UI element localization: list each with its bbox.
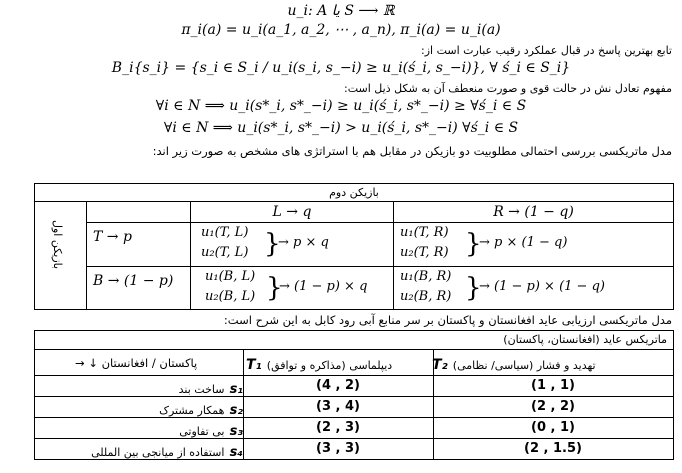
table-row [35, 417, 673, 439]
column-divider [433, 349, 434, 459]
row-header-B: B → (1 − p) [86, 266, 191, 310]
table-row [35, 438, 673, 459]
formula-best-response: B_i{s_i} = {s_i ∈ S_i / u_i(s_i, s_−i) ≥ u_i(ś_i, s_−i)}, ∀ ś_i ∈ S_i} [111, 60, 571, 76]
strategy-matrix-table [34, 183, 674, 310]
cell-TR: u₁(T, R) u₂(T, R) } → p × (1 − q) [393, 222, 674, 267]
player1-label: بازیکن اول [51, 220, 64, 270]
brace: } [465, 229, 482, 259]
strategy-label: s₂ همکار مشترک [159, 403, 243, 418]
matrix-description: مدل ماتریکسی بررسی احتمالی مطلوبیت دو بازیکن در مقابل هم با استراتژی های مشخص به صورت زیر اند: [152, 144, 672, 158]
col-header-L: L → q [190, 201, 394, 223]
strategy-label: s₄ استفاده از میانجی بین المللی [91, 445, 243, 460]
col-header-R: R → (1 − q) [393, 201, 674, 223]
payoff-cell: (4 , 2) [316, 378, 360, 393]
formula-utility-mapping: u_i: A یا S ⟶ ℝ [287, 3, 395, 19]
header-T2: تهدید و فشار (سیاسی/ نظامی) T₂ [432, 357, 596, 373]
cell-BR: u₁(B, R) u₂(B, R) } → (1 − p) × (1 − q) [393, 266, 674, 310]
payoff-cell: (2 , 3) [316, 420, 360, 435]
brace: } [266, 273, 283, 303]
strategy-label: s₁ ساخت بند [178, 382, 243, 397]
cell-TL: u₁(T, L) u₂(T, L) } → p × q [190, 222, 394, 267]
nash-text: مفهوم تعادل نش در حالت قوی و صورت منعطف آن به شکل ذیل است: [344, 82, 672, 95]
payoff-cell: (2 , 1.5) [524, 441, 582, 456]
cell-BL: u₁(B, L) u₂(B, L) } → (1 − p) × q [190, 266, 394, 310]
brace: } [264, 229, 281, 259]
payoff-matrix-description: مدل ماتریکسی ارزیابی عاید افغانستان و پاکستان بر سر منابع آبی رود کابل به این شرح است: [223, 313, 672, 327]
formula-nash-strict: ∀i ∈ N ⟹ u_i(s*_i, s*_−i) > u_i(ś_i, s*_−i) ∀ś_i ∈ S [163, 120, 519, 136]
payoff-cell: (0 , 1) [531, 420, 575, 435]
best-response-text: تابع بهترین پاسخ در قبال عملکرد رقیب عبارت است از: [421, 44, 672, 57]
payoff-matrix-title: ماتریکس عاید (افغانستان، پاکستان) [503, 333, 667, 346]
corner-cell [86, 201, 191, 223]
player1-header-cell [34, 201, 87, 310]
payoff-cell: (3 , 3) [316, 441, 360, 456]
payoff-cell: (3 , 4) [316, 399, 360, 414]
payoff-matrix-table [34, 330, 674, 460]
brace: } [465, 273, 482, 303]
payoff-header-row [35, 349, 673, 376]
table-row [35, 396, 673, 418]
column-divider [243, 349, 244, 459]
player2-label: بازیکن دوم [329, 186, 379, 199]
formula-nash-weak: ∀i ∈ N ⟹ u_i(s*_i, s*_−i) ≥ u_i(ś_i, s*_−i) ≥ ∀ś_i ∈ S [155, 98, 527, 114]
player2-header-cell [34, 183, 674, 202]
strategy-label: s₃ بی تفاوتی [179, 424, 243, 439]
table-row [35, 375, 673, 397]
row-header-T: T → p [86, 222, 191, 267]
formula-payoff: π_i(a) = u_i(a_1, a_2, ⋯ , a_n), π_i(a) = u_i(a) [181, 22, 501, 38]
payoff-matrix-title-row [35, 331, 673, 350]
payoff-cell: (2 , 2) [531, 399, 575, 414]
header-T1: دیپلماسی (مذاکره و توافق) T₁ [246, 357, 393, 373]
corner-header: پاکستان / افغانستان ↓ → [75, 356, 198, 370]
payoff-cell: (1 , 1) [531, 378, 575, 393]
